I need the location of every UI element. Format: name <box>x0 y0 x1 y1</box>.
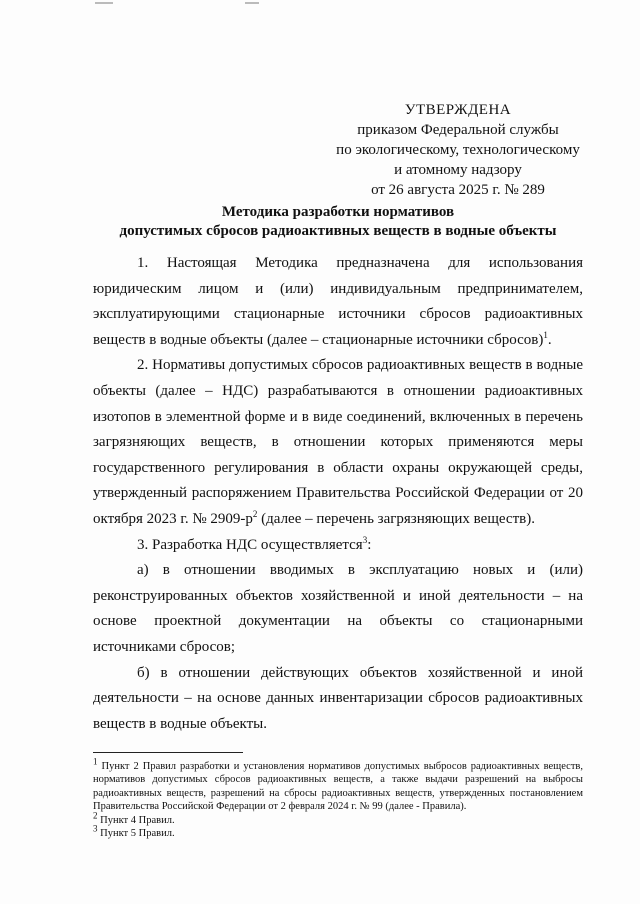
footnotes <box>93 756 583 840</box>
approval-date-line: от 26 августа 2025 г. № 289 <box>371 182 545 198</box>
footnote-number: 1 <box>93 756 98 767</box>
paragraph-3 <box>93 533 583 559</box>
footnote-1 <box>93 756 583 814</box>
paragraph-2 <box>93 353 583 532</box>
approval-block <box>328 100 588 200</box>
paragraph-3b: б) в отношении действующих объектов хозяйственной и иной деятельности – на основе данных инвентаризации сбросов радиоактивных веществ в водные объекты. <box>93 664 583 732</box>
approval-line: приказом Федеральной службы <box>357 122 559 138</box>
footnote-number: 3 <box>93 823 98 834</box>
footnote-ref: 3 <box>362 534 368 545</box>
title-line: допустимых сбросов радиоактивных веществ в водные объекты <box>119 223 557 239</box>
approval-line: и атомному надзору <box>394 162 522 178</box>
scan-mark <box>95 2 113 4</box>
document-body <box>93 251 583 737</box>
footnote-separator <box>93 752 243 753</box>
document-title <box>90 203 586 241</box>
footnote-ref: 1 <box>543 329 548 340</box>
footnote-2 <box>93 810 583 827</box>
paragraph-tail: . <box>547 331 552 348</box>
title-line: Методика разработки нормативов <box>221 204 455 220</box>
paragraph-1 <box>93 251 583 353</box>
footnote-text: Пункт 5 Правил. <box>97 828 175 840</box>
scan-mark <box>245 2 259 4</box>
footnote-ref: 2 <box>252 508 258 519</box>
paragraph-3a: а) в отношении вводимых в эксплуатацию новых и (или) реконструированных объектов хозяйственной и иной деятельности – на основе проектной документации на объекты со стационарными источниками сбросов; <box>93 562 583 655</box>
paragraph-text: 2. Нормативы допустимых сбросов радиоактивных веществ в водные объекты (далее – НДС) разрабатываются в отношении радиоактивных изотопов в элементной форме и в виде соединений, включенных в перечень загрязняющих веществ, в отношении которых применяются меры государственного регулирования в области охраны окружающей среды, утвержденный распоряжением Правительства Российской Федерации от 20 октября 2023 г. № 2909-р <box>93 357 583 527</box>
footnote-text: Пункт 2 Правил разработки и установления нормативов допустимых выбросов радиоактивных веществ, нормативов допустимых сбросов радиоактивных веществ, а также выдачи разрешений на выбросы радиоактивных веществ, разрешений на сбросы радиоактивных веществ, утвержденных постановлением Правительства Российской Федерации от 2 февраля 2024 г. № 99 (далее - Правила). <box>93 761 583 813</box>
paragraph-tail: (далее – перечень загрязняющих веществ). <box>257 510 535 527</box>
paragraph-text: 1. Настоящая Методика предназначена для использования юридическим лицом и (или) индивидуальным предпринимателем, эксплуатирующими стационарные источники сбросов радиоактивных веществ в водные объекты (далее – стационарные источники сбросов) <box>93 255 583 348</box>
footnote-3 <box>93 823 583 840</box>
footnote-number: 2 <box>93 810 98 821</box>
paragraph-tail: : <box>367 536 372 553</box>
approval-line: по экологическому, технологическому <box>336 142 580 158</box>
approval-heading: УТВЕРЖДЕНА <box>404 102 512 118</box>
footnote-text: Пункт 4 Правил. <box>97 814 175 826</box>
paragraph-text: 3. Разработка НДС осуществляется <box>137 536 363 553</box>
